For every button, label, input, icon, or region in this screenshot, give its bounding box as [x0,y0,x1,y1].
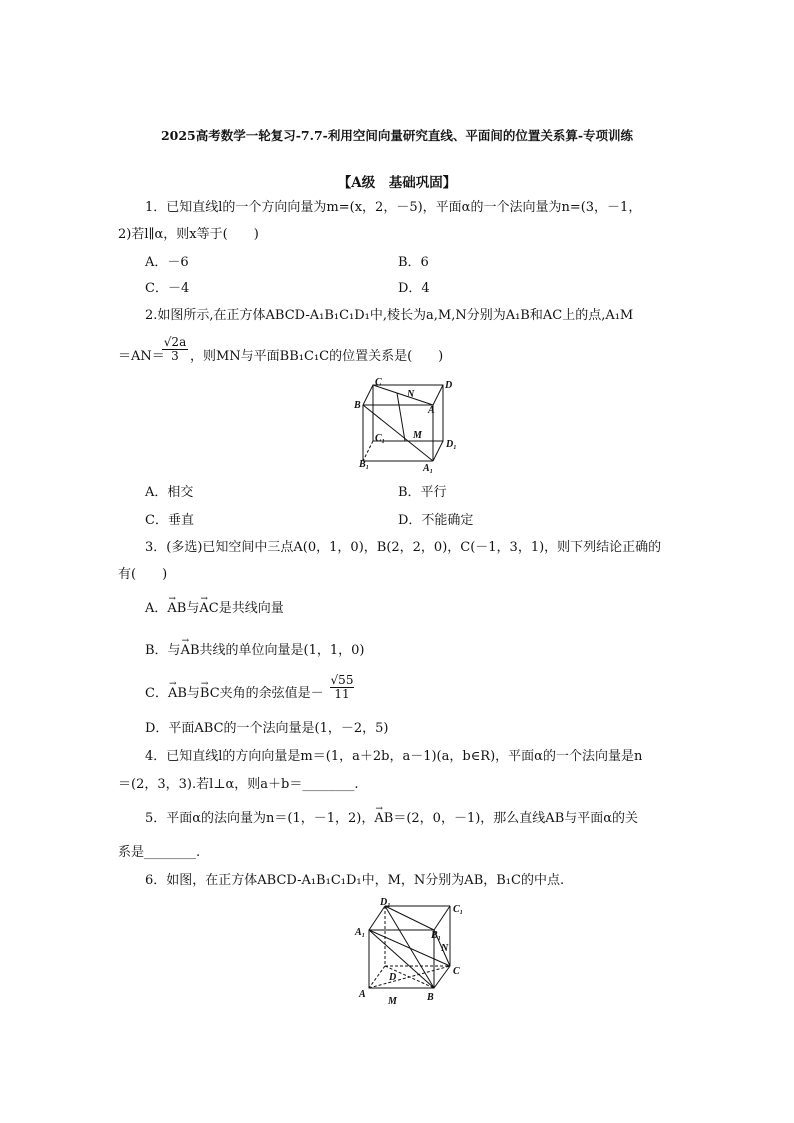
q2-label-a: A [428,405,435,416]
q2-label-c1: C₁ [375,433,386,444]
q2-option-d: D．不能确定 [398,513,474,528]
q2-label-a1: A₁ [423,463,434,474]
vector-ab: → AB [167,601,186,617]
q6-label-n: N [441,943,449,954]
q3-line2: 有( ) [118,567,168,582]
q3-option-c-fraction [330,674,354,701]
q3-option-c [145,686,324,702]
q1-line1: 1．已知直线l的一个方向向量为m=(x，2，－5)，平面α的一个法向量为n=(3，－1， [145,200,642,215]
document-title: 2025高考数学一轮复习-7.7-利用空间向量研究直线、平面间的位置关系算-专项训练 [160,128,634,143]
q4-line1: 4．已知直线l的方向向量是m＝(1，a＋2b，a－1)(a，b∈R)，平面α的一个法向量是n [145,749,643,764]
q2-line1: 2.如图所示,在正方体ABCD-A₁B₁C₁D₁中,棱长为a,M,N分别为A₁B和AC上的点,A₁M [145,308,634,323]
q6-label-c1: C₁ [453,904,464,915]
q6-label-b: B [427,992,434,1003]
section-heading: 【A级 基础巩固】 [337,175,457,191]
q6-label-b1: B₁ [431,930,442,941]
q2-label-d1: D₁ [446,439,457,450]
q6-label-m: M [388,996,397,1007]
q6-label-c: C [453,966,460,977]
q2-label-m: M [413,430,422,441]
q6-label-d1: D₁ [380,897,391,908]
vector-ab: → AB [374,811,393,827]
q3-option-b [145,643,364,659]
vector-ab: → AB [168,686,187,702]
q3-option-c-mid: 与 [186,686,200,701]
q1-option-c: C．－4 [145,281,190,296]
q3-option-a-mid: 与 [186,601,200,616]
q1-option-a: A．－6 [145,255,189,270]
q3-option-b-prefix: B．与 [145,643,181,658]
q1-line2: 2)若l∥α，则x等于( ) [118,227,259,242]
q6-diagonal-a1b [369,930,434,988]
q2-option-c: C．垂直 [145,513,194,528]
q6-label-a1: A₁ [355,927,366,938]
q2-line2-prefix: ＝AN＝ [118,349,165,364]
q2-diagonal-ac [373,385,433,405]
q2-label-c: C [375,377,382,388]
q2-label-d: D [445,380,453,391]
q3-option-c-numerator: √55 [330,673,354,687]
q5-line1-prefix: 5．平面α的法向量为n＝(1，－1，2)， [145,811,375,826]
q2-cube-figure [355,375,465,475]
vector-bc: → BC [200,686,220,702]
q6-label-a: A [359,989,366,1000]
q3-option-c-prefix: C． [145,686,168,701]
q2-fraction-denominator: 3 [162,349,188,363]
q3-option-a-prefix: A． [145,601,168,616]
q5-line1 [145,811,638,827]
q4-line2: ＝(2，3，3).若l⊥α，则a＋b＝________. [118,777,359,792]
q2-label-b1: B₁ [359,459,370,470]
q3-line1: 3．(多选)已知空间中三点A(0，1，0)，B(2，2，0)，C(－1，3，1)，则下列结论正确的 [145,540,662,555]
q1-option-b: B．6 [398,255,429,270]
q5-line1-suffix: ＝(2，0，－1)，那么直线AB与平面α的关 [393,811,639,826]
q3-option-c-suffix: 夹角的余弦值是－ [219,686,324,701]
q3-option-d: D．平面ABC的一个法向量是(1，－2，5) [145,721,389,736]
q6-label-d: D [389,972,397,983]
q3-option-b-suffix: 共线的单位向量是(1，1，0) [199,643,365,658]
q2-option-a: A．相交 [145,485,194,500]
q2-label-n: N [407,389,415,400]
q3-option-a [145,601,284,617]
vector-ac: → AC [199,601,218,617]
q3-option-a-suffix: 是共线向量 [218,601,284,616]
q1-option-d: D．4 [398,281,430,296]
q2-fraction-numerator: √2a [163,335,187,349]
q5-line2: 系是________. [118,845,201,860]
vector-ab: → AB [181,643,200,659]
q2-fraction [162,336,188,363]
q3-option-c-denominator: 11 [330,687,354,701]
q2-line2-suffix: ，则MN与平面BB₁C₁C的位置关系是( ) [190,349,444,364]
q6-line1: 6．如图，在正方体ABCD-A₁B₁C₁D₁中，M，N分别为AB，B₁C的中点. [145,873,565,888]
q2-option-b: B．平行 [398,485,447,500]
q6-cube-figure [355,898,475,1013]
q2-label-b: B [354,400,361,411]
